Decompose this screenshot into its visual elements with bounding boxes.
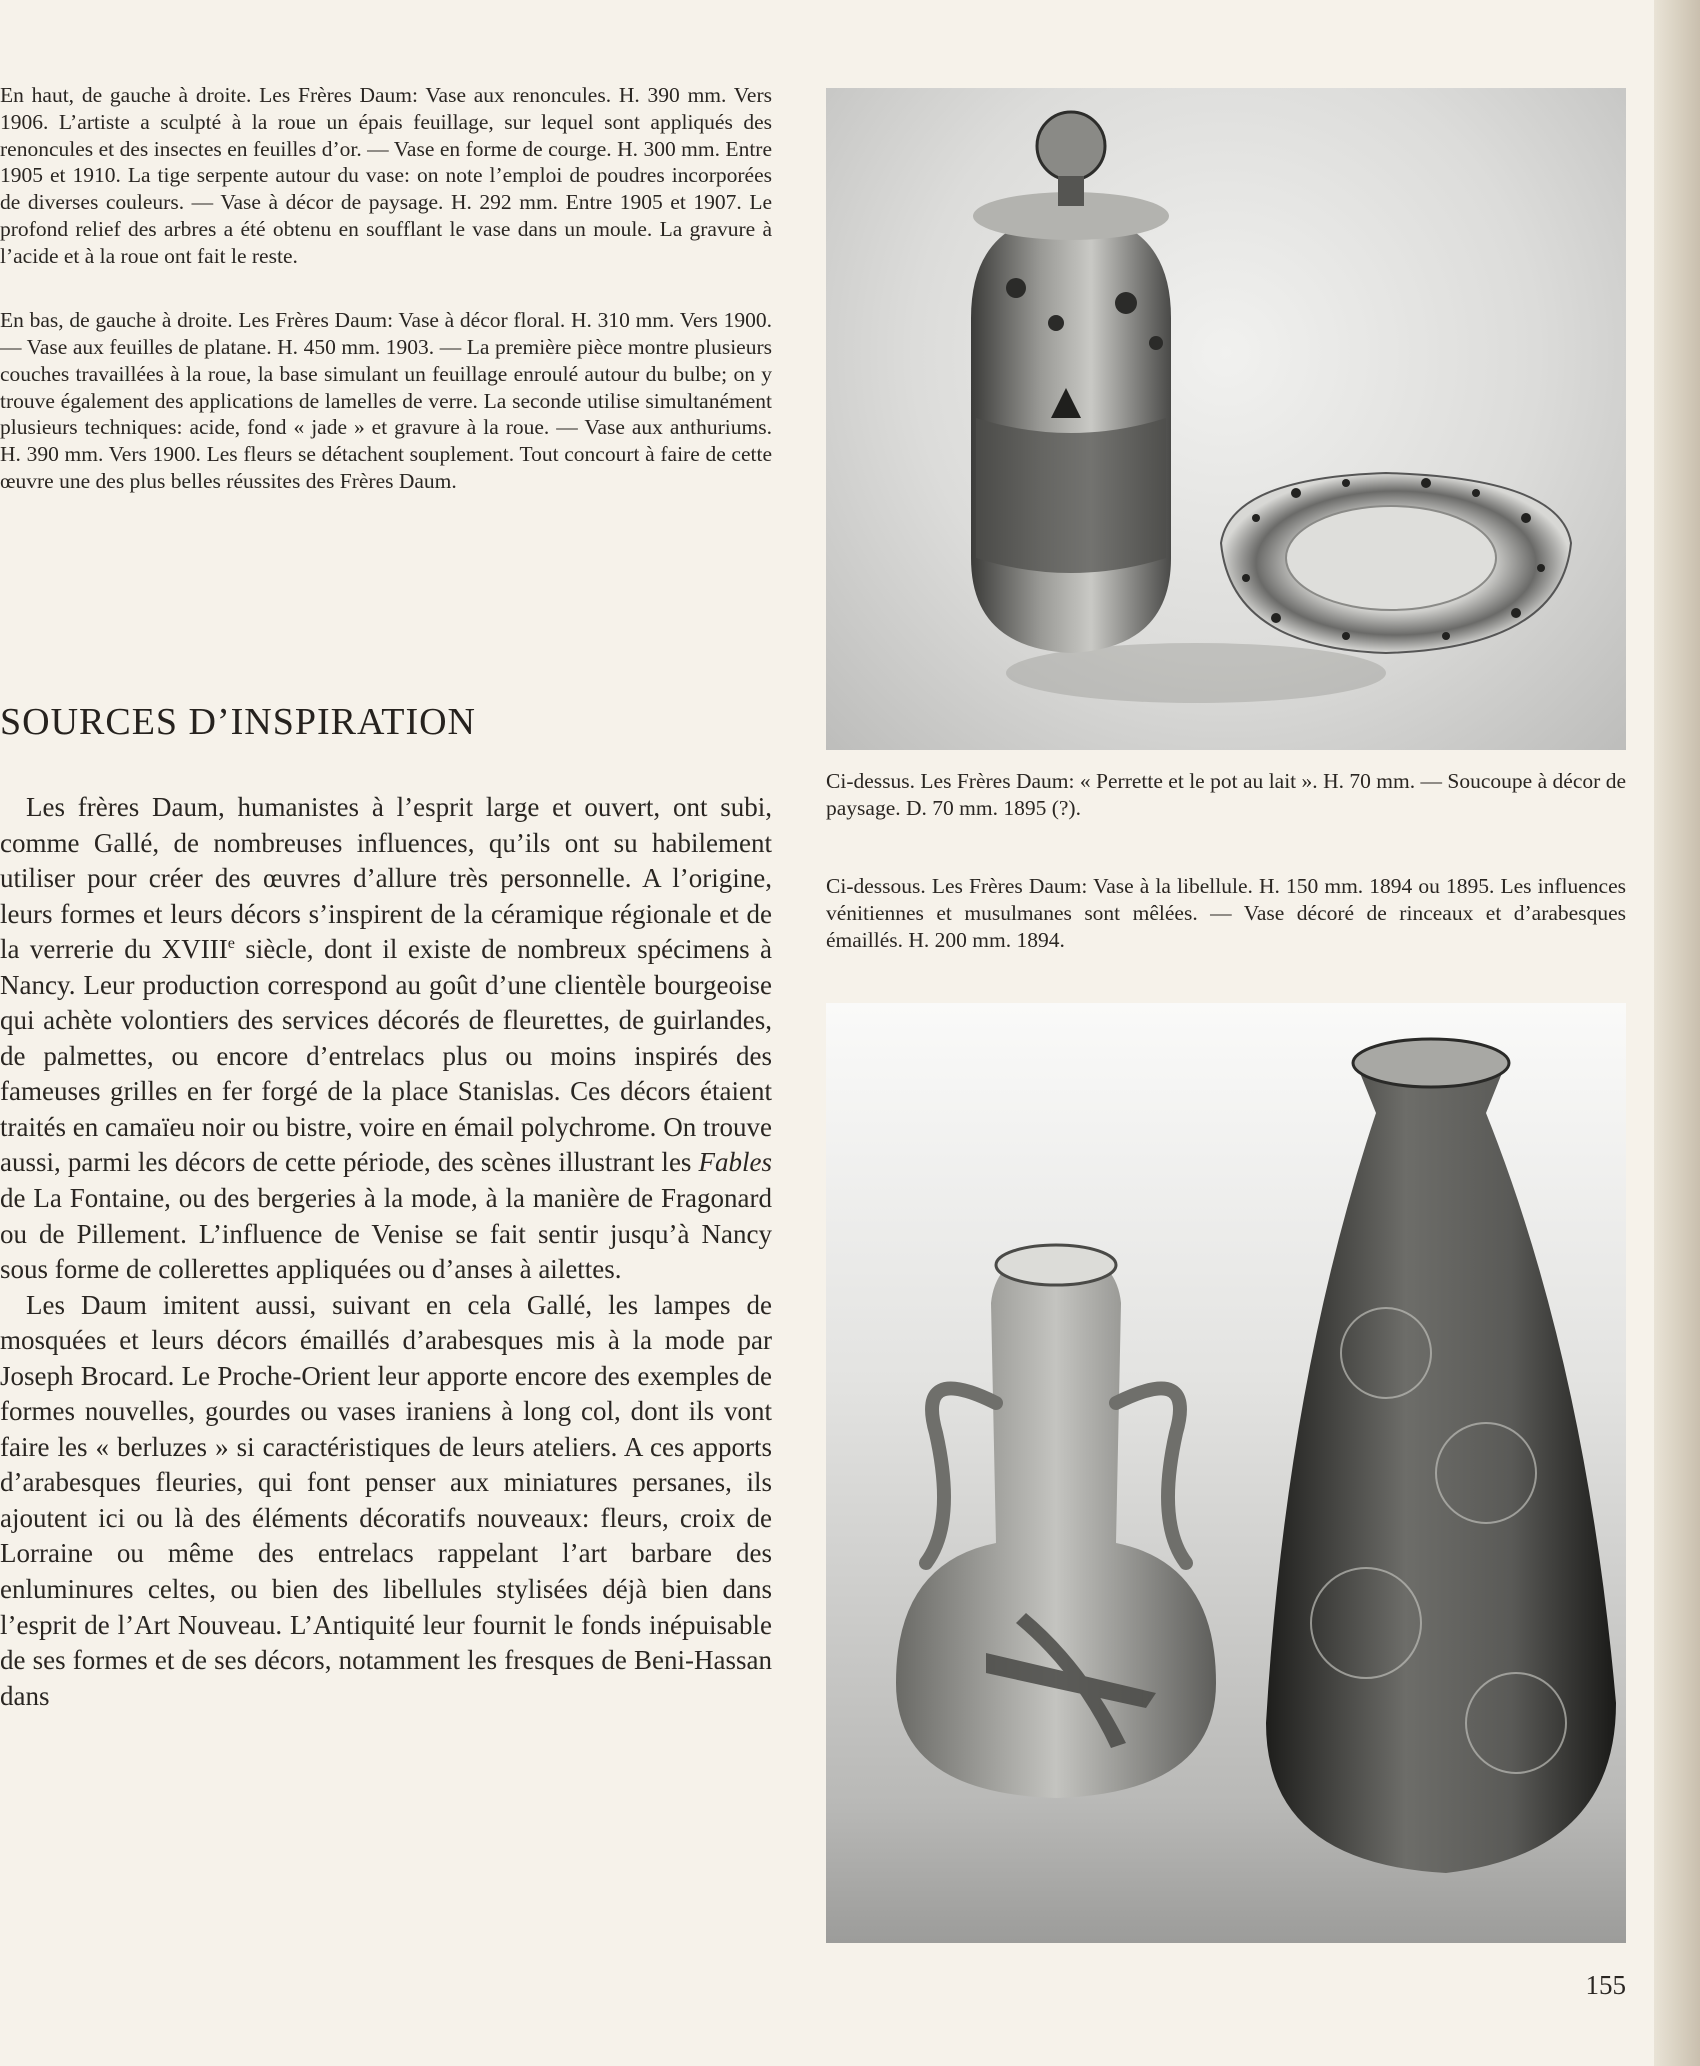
- jar-knob: [1037, 112, 1105, 180]
- section-heading: SOURCES D’INSPIRATION: [0, 701, 476, 743]
- caption-top: En haut, de gauche à droite. Les Frères Daum: Vase aux renoncules. H. 390 mm. Vers 1906. L’artiste a sculpté à la roue un épais feuillage, sur lequel sont appliqués des renoncules et des insectes en feuilles d’or. — Vase en forme de courge. H. 300 mm. Entre 1905 et 1910. La tige serpente autour du vase: on note l’emploi de poudres incorporées de diverses couleurs. — Vase à décor de paysage. H. 292 mm. Entre 1905 et 1907. Le profond relief des arbres a été obtenu en soufflant le vase dans un moule. La gravure à l’acide et à la roue ont fait le reste.: [0, 83, 772, 268]
- paragraph-2: Les Daum imitent aussi, suivant en cela Gallé, les lampes de mosquées et leurs décors émaillés d’arabesques mis à la mode par Joseph Brocard. Le Proche-Orient leur apporte encore des exemples de formes nouvelles, gourdes ou vases iraniens à long col, dont ils vont faire les « berluzes » si caractéristiques de leurs ateliers. A ces apports d’arabesques fleuries, qui font penser aux miniatures persanes, ils ajoutent ici ou là des éléments décoratifs nouveaux: fleurs, croix de Lorraine ou même des entrelacs rappelant l’art barbare des enluminures celtes, ou bien des libellules stylisées déjà bien dans l’esprit de l’Art Nouveau. L’Antiquité leur fournit le fonds inépuisable de ses formes et de ses décors, notamment les fresques de Beni-Hassan dans: [0, 1289, 772, 1711]
- caption-bottom: En bas, de gauche à droite. Les Frères Daum: Vase à décor floral. H. 310 mm. Vers 1900. — Vase aux feuilles de platane. H. 450 mm. 1903. — La première pièce montre plusieurs couches travaillées à la roue, la base simulant un feuillage enroulé autour du bulbe; on y trouve également des applications de lamelles de verre. La seconde utilise simultanément plusieurs techniques: acide, fond « jade » et gravure à la roue. — Vase aux anthuriums. H. 390 mm. Vers 1900. Les fleurs se détachent souplement. Tout concourt à faire de cette œuvre une des plus belles réussites des Frères Daum.: [0, 308, 772, 493]
- large-vase: [1266, 1048, 1616, 1873]
- photo-two-vases: [826, 1003, 1626, 1943]
- caption-below: Ci-dessous. Les Frères Daum: Vase à la libellule. H. 150 mm. 1894 ou 1895. Les influences vénitiennes et musulmanes sont mêlées. — Vase décoré de rinceaux et d’arabesques émaillés. H. 200 mm. 1894.: [826, 874, 1626, 953]
- body-text: [0, 790, 772, 1714]
- page-edge: [1654, 0, 1700, 2066]
- caption-above: Ci-dessus. Les Frères Daum: « Perrette et le pot au lait ». H. 70 mm. — Soucoupe à décor de paysage. D. 70 mm. 1895 (?).: [826, 769, 1626, 821]
- italic-title: Fables: [698, 1147, 772, 1178]
- page-number: 155: [1585, 1970, 1626, 2000]
- photo-jar-and-saucer: [826, 88, 1626, 750]
- superscript: e: [227, 934, 235, 953]
- paragraph-1: Les frères Daum, humanistes à l’esprit large et ouvert, ont subi, comme Gallé, de nombreuses influences, qu’ils ont su habilement utiliser pour créer des œuvres d’allure très personnelle. A l’origine, leurs formes et leurs décors s’inspirent de la céramique régionale et de la verrerie du XVIIIe siècle, dont il existe de nombreux spécimens à Nancy. Leur production correspond au goût d’une clientèle bourgeoise qui achète volontiers des services décorés de fleurettes, de guirlandes, de palmettes, ou encore d’entrelacs plus ou moins inspirés des fameuses grilles en fer forgé de la place Stanislas. Ces décors étaient traités en camaïeu noir ou bistre, voire en émail polychrome. On trouve aussi, parmi les décors de cette période, des scènes illustrant les Fables de La Fontaine, ou des bergeries à la mode, à la manière de Fragonard ou de Pillement. L’influence de Venise se fait sentir jusqu’à Nancy sous forme de collerettes appliquées ou d’anses à ailettes.: [0, 792, 772, 1285]
- left-captions: [0, 82, 772, 533]
